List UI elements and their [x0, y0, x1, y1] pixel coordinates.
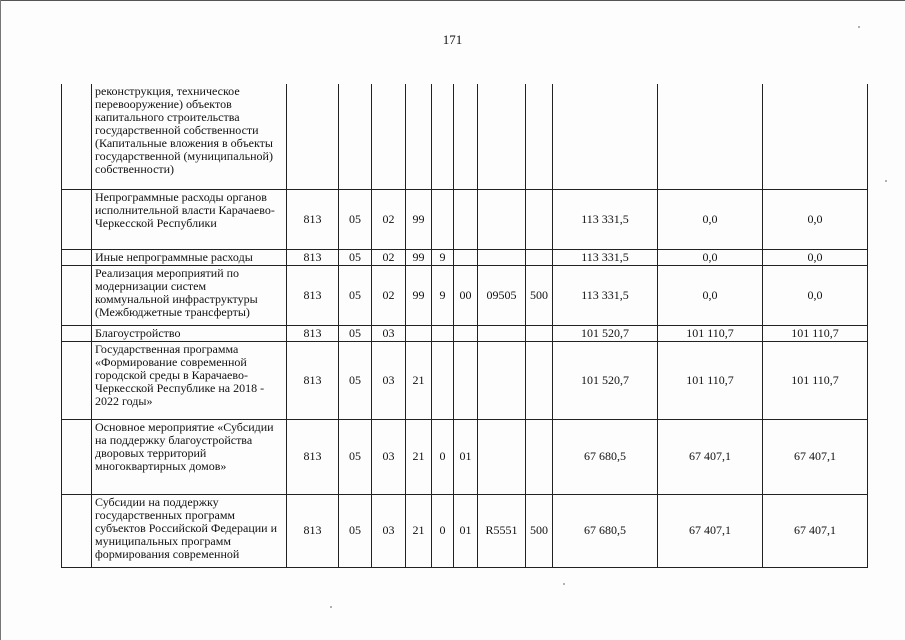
table-row [62, 265, 868, 325]
row-rz-cell: 05 [339, 249, 372, 265]
row-vr-cell [526, 419, 553, 494]
row-vr-cell [526, 189, 553, 249]
row-ved-cell: 813 [287, 249, 339, 265]
row-p2-cell [432, 84, 454, 189]
row-y2-cell: 101 110,7 [658, 325, 763, 341]
row-y2-cell: 0,0 [658, 265, 763, 325]
row-name-cell: Государственная программа «Формирование современной городской среды в Карачаево-Черкесской Республике на 2018 - 2022 годы» [92, 341, 287, 419]
blank-cell [62, 84, 92, 189]
row-p1-cell: 99 [406, 249, 432, 265]
row-vr-cell [526, 325, 553, 341]
row-pr-cell: 03 [372, 341, 406, 419]
row-p3-cell [454, 249, 478, 265]
row-y2-cell: 67 407,1 [658, 494, 763, 567]
row-p3-cell [454, 341, 478, 419]
scan-speck [885, 180, 887, 182]
row-p4-cell [478, 419, 526, 494]
row-y1-cell: 101 520,7 [553, 325, 658, 341]
row-y2-cell: 101 110,7 [658, 341, 763, 419]
row-p3-cell [454, 189, 478, 249]
row-p2-cell: 9 [432, 265, 454, 325]
row-p2-cell [432, 341, 454, 419]
blank-cell [62, 325, 92, 341]
row-y1-cell: 67 680,5 [553, 494, 658, 567]
row-p1-cell: 99 [406, 265, 432, 325]
row-y3-cell: 0,0 [763, 189, 868, 249]
scan-edge-top [0, 0, 905, 1]
row-rz-cell [339, 84, 372, 189]
row-y3-cell: 67 407,1 [763, 494, 868, 567]
row-vr-cell [526, 341, 553, 419]
row-vr-cell: 500 [526, 265, 553, 325]
row-ved-cell: 813 [287, 419, 339, 494]
row-p2-cell [432, 325, 454, 341]
budget-table [61, 84, 868, 568]
row-ved-cell: 813 [287, 189, 339, 249]
blank-cell [62, 341, 92, 419]
row-pr-cell: 02 [372, 249, 406, 265]
row-p3-cell: 00 [454, 265, 478, 325]
row-p1-cell [406, 325, 432, 341]
scan-edge-left [0, 0, 1, 640]
row-p4-cell: 09505 [478, 265, 526, 325]
row-y2-cell [658, 84, 763, 189]
row-y3-cell: 67 407,1 [763, 419, 868, 494]
row-pr-cell: 03 [372, 325, 406, 341]
row-y2-cell: 0,0 [658, 249, 763, 265]
row-pr-cell: 02 [372, 265, 406, 325]
row-p4-cell [478, 341, 526, 419]
row-y1-cell: 113 331,5 [553, 265, 658, 325]
row-rz-cell: 05 [339, 189, 372, 249]
row-y3-cell: 0,0 [763, 249, 868, 265]
scan-speck [563, 583, 565, 585]
table-row [62, 325, 868, 341]
row-pr-cell: 03 [372, 494, 406, 567]
row-y1-cell: 113 331,5 [553, 189, 658, 249]
row-y1-cell [553, 84, 658, 189]
row-p4-cell [478, 84, 526, 189]
row-p1-cell: 21 [406, 494, 432, 567]
row-y3-cell: 101 110,7 [763, 341, 868, 419]
row-name-cell: Благоустройство [92, 325, 287, 341]
table-row [62, 249, 868, 265]
row-ved-cell: 813 [287, 325, 339, 341]
row-rz-cell: 05 [339, 341, 372, 419]
scan-speck [858, 26, 860, 28]
row-rz-cell: 05 [339, 265, 372, 325]
row-name-cell: Основное мероприятие «Субсидии на поддержку благоустройства дворовых территорий многоквартирных домов» [92, 419, 287, 494]
table-row [62, 84, 868, 189]
row-name-cell: Субсидии на поддержку государственных программ субъектов Российской Федерации и муниципальных программ формирования современной [92, 494, 287, 567]
row-y3-cell: 0,0 [763, 265, 868, 325]
row-ved-cell: 813 [287, 265, 339, 325]
row-pr-cell: 02 [372, 189, 406, 249]
row-rz-cell: 05 [339, 419, 372, 494]
row-rz-cell: 05 [339, 325, 372, 341]
row-y1-cell: 67 680,5 [553, 419, 658, 494]
row-p3-cell [454, 84, 478, 189]
row-name-cell: Иные непрограммные расходы [92, 249, 287, 265]
table-row [62, 419, 868, 494]
row-ved-cell: 813 [287, 494, 339, 567]
row-pr-cell [372, 84, 406, 189]
row-y2-cell: 67 407,1 [658, 419, 763, 494]
row-p4-cell [478, 189, 526, 249]
blank-cell [62, 189, 92, 249]
row-p4-cell [478, 249, 526, 265]
row-p1-cell: 21 [406, 341, 432, 419]
row-p2-cell: 0 [432, 419, 454, 494]
table-row [62, 341, 868, 419]
row-y3-cell: 101 110,7 [763, 325, 868, 341]
blank-cell [62, 249, 92, 265]
row-p3-cell: 01 [454, 494, 478, 567]
row-p3-cell: 01 [454, 419, 478, 494]
row-vr-cell [526, 84, 553, 189]
row-y1-cell: 101 520,7 [553, 341, 658, 419]
row-name-cell: реконструкция, техническое перевооружение) объектов капитального строительства государственной собственности (Капитальные вложения в объекты государственной (муниципальной) собственности) [92, 84, 287, 189]
blank-cell [62, 419, 92, 494]
row-vr-cell: 500 [526, 494, 553, 567]
row-name-cell: Реализация мероприятий по модернизации систем коммунальной инфраструктуры (Межбюджетные трансферты) [92, 265, 287, 325]
scan-speck [330, 606, 332, 608]
row-rz-cell: 05 [339, 494, 372, 567]
row-p1-cell [406, 84, 432, 189]
row-ved-cell: 813 [287, 341, 339, 419]
row-p1-cell: 21 [406, 419, 432, 494]
row-y2-cell: 0,0 [658, 189, 763, 249]
table-row [62, 494, 868, 567]
blank-cell [62, 265, 92, 325]
table-row [62, 189, 868, 249]
row-p4-cell: R5551 [478, 494, 526, 567]
row-p2-cell [432, 189, 454, 249]
row-p2-cell: 9 [432, 249, 454, 265]
row-y3-cell [763, 84, 868, 189]
row-vr-cell [526, 249, 553, 265]
row-ved-cell [287, 84, 339, 189]
row-p3-cell [454, 325, 478, 341]
row-p1-cell: 99 [406, 189, 432, 249]
row-name-cell: Непрограммные расходы органов исполнительной власти Карачаево-Черкесской Республики [92, 189, 287, 249]
page-number: 171 [442, 32, 463, 47]
row-pr-cell: 03 [372, 419, 406, 494]
row-y1-cell: 113 331,5 [553, 249, 658, 265]
row-p4-cell [478, 325, 526, 341]
row-p2-cell: 0 [432, 494, 454, 567]
blank-cell [62, 494, 92, 567]
